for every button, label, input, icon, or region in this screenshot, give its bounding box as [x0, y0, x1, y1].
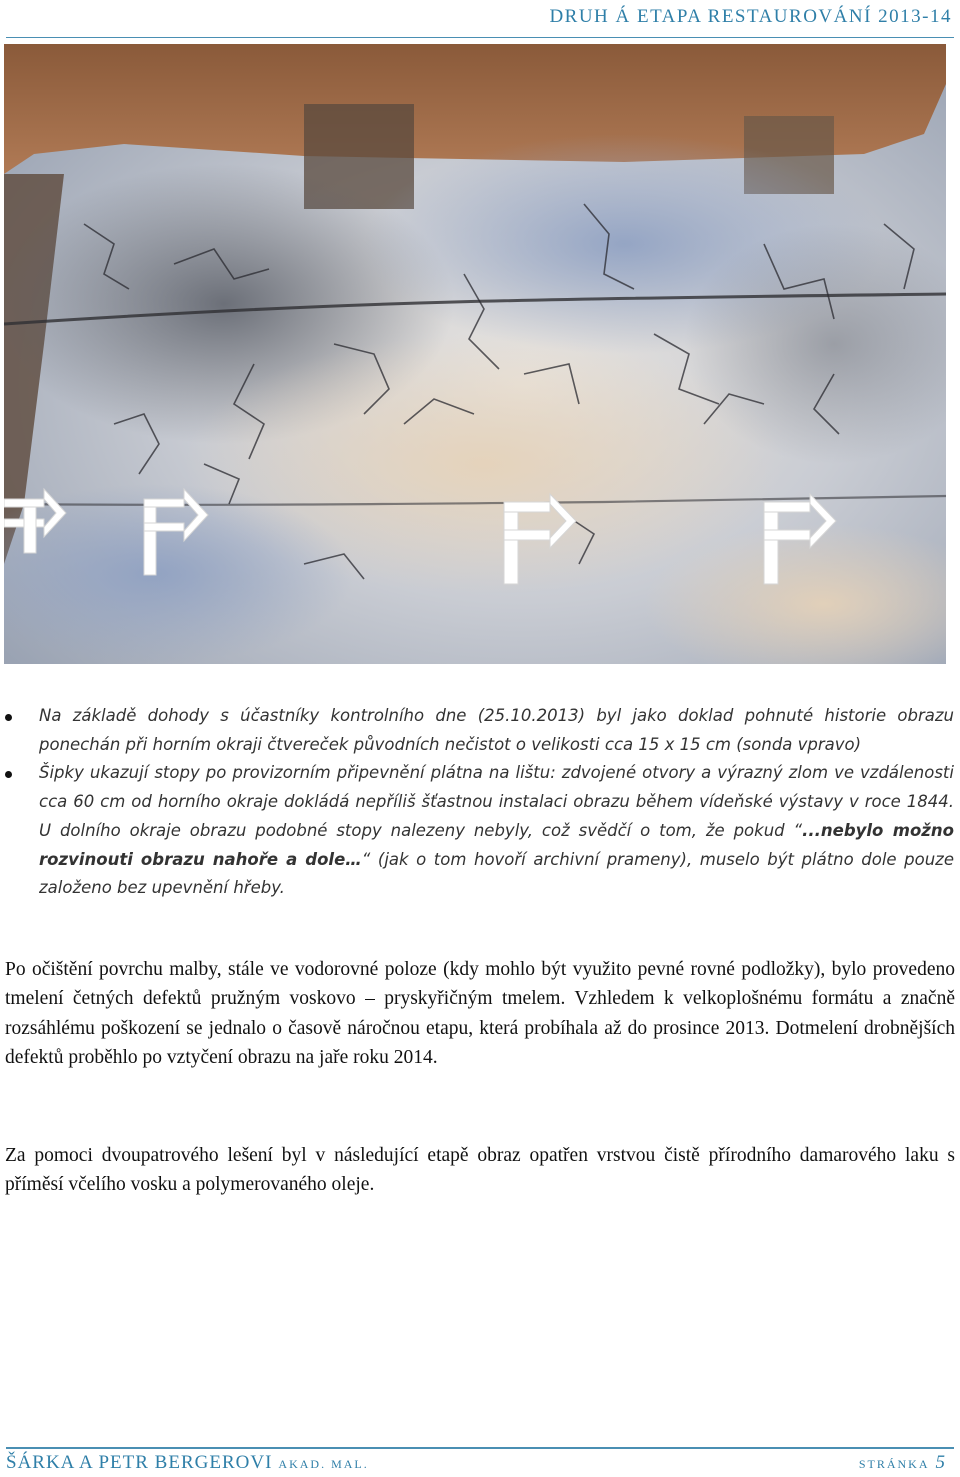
list-item — [0, 759, 960, 903]
bullet-dot-icon — [5, 771, 12, 778]
footer-divider — [6, 1447, 954, 1449]
header-divider — [6, 37, 954, 38]
footer-authors-names: ŠÁRKA A PETR BERGEROVI — [6, 1452, 273, 1473]
restoration-photo — [4, 44, 946, 664]
list-item — [0, 702, 960, 759]
header-title: DRUH Á ETAPA RESTAUROVÁNÍ 2013-14 — [549, 6, 952, 27]
archival-quote: ...nebylo možno rozvinouti obrazu nahoře a dole… — [39, 820, 954, 869]
page-label: STRÁNKA — [858, 1457, 930, 1471]
footer-page — [859, 1452, 946, 1474]
paragraph-varnish: Za pomoci dvoupatrového lešení byl v následující etapě obraz opatřen vrstvou čistě přírodního damarového laku s příměsí včelího vosku a polymerovaného oleje. — [5, 1145, 955, 1196]
bullet-list — [0, 702, 960, 903]
footer-authors — [6, 1452, 369, 1474]
footer-authors-title: AKAD. MAL. — [278, 1457, 369, 1471]
bullet-dot-icon — [5, 714, 12, 721]
bullet-text-before: Šipky ukazují stopy po provizorním připevnění plátna na lištu: zdvojené otvory a výrazný zlom ve vzdálenosti cca 60 cm od horního okraje dokládá nepříliš šťastnou instalaci obrazu během vídeňské výstavy v roce 1844. U dolního okraje obrazu podobné stopy nalezeny nebyly, což svědčí o tom, že pokud “ — [39, 763, 954, 840]
page-number: 5 — [935, 1452, 946, 1473]
paragraph-filling: Po očištění povrchu malby, stále ve vodorovné poloze (kdy mohlo být využito pevné rovné podložky), bylo provedeno tmelení četných defektů pružným voskovo – pryskyřičným tmelem. Vzhledem k velkoplošnému formátu a značně rozsáhlému poškození se jednalo o časově náročnou etapu, která probíhala až do prosince 2013. Dotmelení drobnějších defektů proběhlo po vztyčení obrazu na jaře roku 2014. — [5, 959, 955, 1068]
bullet-text: Na základě dohody s účastníky kontrolního dne (25.10.2013) byl jako doklad pohnuté historie obrazu ponechán při horním okraji čtvereček původních nečistot o velikosti cca 15 x 15 cm (sonda vpravo) — [39, 706, 954, 754]
painting-surface-image — [4, 44, 946, 664]
bullet-text-after: “ (jak o tom hovoří archivní prameny), muselo být plátno dole pouze založeno bez upevnění hřeby. — [39, 849, 954, 898]
